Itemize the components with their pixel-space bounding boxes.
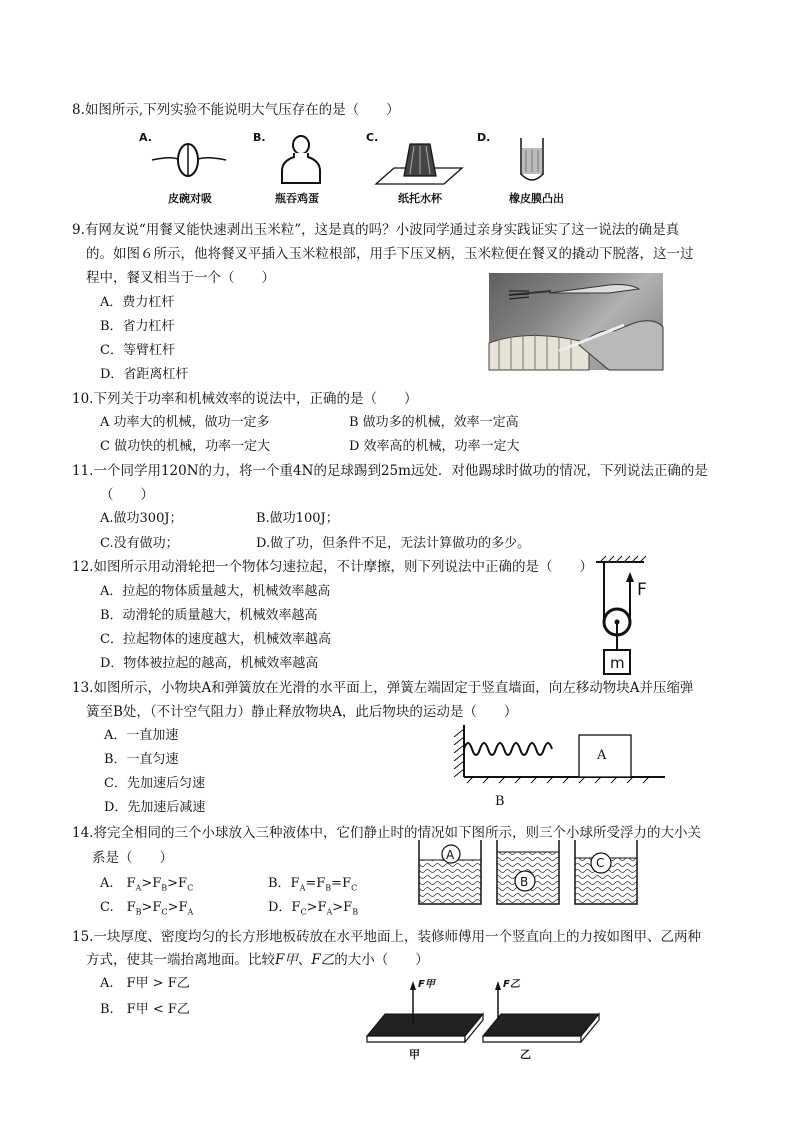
q8-fig-c-letter: C. xyxy=(366,131,379,144)
tile-yi-label: 乙 xyxy=(520,1048,531,1061)
ball-b-label: B xyxy=(520,875,529,889)
q14-option-a: A. $F_A>F_B>F_C$ xyxy=(100,876,194,893)
q11-option-c: C.没有做功； xyxy=(100,536,179,551)
q8-fig-b-caption: 瓶吞鸡蛋 xyxy=(275,192,319,205)
tile-yi-force-label: F乙 xyxy=(503,979,520,990)
q8-stem: 8.如图所示,下列实验不能说明大气压存在的是（ ） xyxy=(72,102,400,118)
q15-sep: 、 xyxy=(297,952,312,968)
q13-option-b: B．一直匀速 xyxy=(104,752,179,767)
q12-option-b: B．动滑轮的质量越大，机械效率越高 xyxy=(100,608,318,623)
q11-line2: （ ） xyxy=(100,487,154,503)
beaker-b xyxy=(497,840,559,904)
q14-option-d: D．$F_C>F_A>F_B$ xyxy=(268,900,359,917)
q8-fig-a-caption: 皮碗对吸 xyxy=(168,192,212,205)
q13-option-c: C．先加速后匀速 xyxy=(104,776,205,791)
ball-a-label: A xyxy=(446,848,455,862)
suction-cups-figure xyxy=(150,140,230,185)
q12-stem: 12.如图所示用动滑轮把一个物体匀速拉起，不计摩擦，则下列说法中正确的是（ ） xyxy=(72,559,593,575)
q9-line3: 程中，餐叉相当于一个（ ） xyxy=(86,270,275,286)
floor-tiles-figure xyxy=(365,978,605,1048)
q8-fig-c-caption: 纸托水杯 xyxy=(398,192,442,205)
q10-option-d: D 效率高的机械，功率一定大 xyxy=(349,439,520,454)
q8-fig-d-letter: D. xyxy=(477,131,491,144)
paper-cup-figure xyxy=(374,138,464,188)
tile-jia-label: 甲 xyxy=(409,1048,420,1061)
q13-option-a: A．一直加速 xyxy=(104,728,179,743)
tile-jia-force-label: F甲 xyxy=(418,979,435,990)
fork-corn-photo xyxy=(489,273,663,370)
q14-option-c: C. $F_B>F_C>F_A$ xyxy=(100,900,194,917)
q13-option-d: D．先加速后减速 xyxy=(104,800,206,815)
q11-option-a: A.做功300J； xyxy=(100,511,183,526)
rubber-membrane-figure xyxy=(517,136,547,188)
pulley-force-label: F xyxy=(637,580,647,600)
q15-line2-prefix: 方式，使其一端抬离地面。比较 xyxy=(86,952,275,968)
q13-line2: 簧至B处，（不计空气阻力）静止释放物块A，此后物块的运动是（ ） xyxy=(86,704,518,720)
q14-line2: 系是（ ） xyxy=(92,850,173,866)
q9-line2: 的。如图６所示，他将餐叉平插入玉米粒根部，用手下压叉柄，玉米粒便在餐叉的撬动下脱落，这一过 xyxy=(86,246,694,262)
q10-option-c: C 做功快的机械，功率一定大 xyxy=(100,439,271,454)
q15-line2-suffix: 的大小（ ） xyxy=(334,952,429,968)
q8-fig-b-letter: B. xyxy=(253,131,266,144)
q11-line1: 11.一个同学用120N的力，将一个重4N的足球踢到25m远处．对他踢球时做功的情况，下列说法正确的是 xyxy=(72,463,708,479)
q10-stem: 10.下列关于功率和机械效率的说法中，正确的是（ ） xyxy=(72,391,418,407)
tile-yi xyxy=(483,981,599,1042)
pulley-mass-label: m xyxy=(610,654,625,672)
f-yi-symbol: F乙 xyxy=(311,952,335,968)
q15-line2 xyxy=(86,951,429,969)
beaker-c xyxy=(575,840,637,904)
q12-option-c: C．拉起物体的速度越大，机械效率越高 xyxy=(100,632,331,647)
q9-option-b: B．省力杠杆 xyxy=(100,319,175,334)
q8-fig-a-letter: A. xyxy=(139,131,152,144)
q12-option-a: A．拉起的物体质量越大，机械效率越高 xyxy=(100,584,331,599)
q9-option-d: D．省距离杠杆 xyxy=(100,367,189,382)
q14-line1: 14.将完全相同的三个小球放入三种液体中，它们静止时的情况如下图所示，则三个小球所受浮力的大小关 xyxy=(72,825,701,841)
f-jia-symbol: F甲 xyxy=(275,952,298,968)
q13-line1: 13.如图所示，小物块A和弹簧放在光滑的水平面上，弹簧左端固定于竖直墙面，向左移动物块A并压缩弹 xyxy=(72,680,694,696)
q10-option-b: B 做功多的机械，效率一定高 xyxy=(349,415,519,430)
bottle-egg-figure xyxy=(276,135,326,187)
q8-fig-d-caption: 橡皮膜凸出 xyxy=(509,192,564,205)
q15-option-b: B. F甲 < F乙 xyxy=(100,1002,190,1017)
q14-option-b: B．$F_A=F_B=F_C$ xyxy=(268,876,358,893)
q11-option-d: D.做了功，但条件不足，无法计算做功的多少。 xyxy=(256,536,531,551)
q11-option-b: B.做功100J； xyxy=(256,511,339,526)
q9-option-c: C．等臂杠杆 xyxy=(100,343,175,358)
q10-option-a: A 功率大的机械，做功一定多 xyxy=(100,415,270,430)
q12-option-d: D．物体被拉起的越高，机械效率越高 xyxy=(100,656,319,671)
pulley-figure xyxy=(590,558,660,678)
q9-option-a: A．费力杠杆 xyxy=(100,295,175,310)
spring-block-figure xyxy=(449,725,669,785)
ball-c-label: C xyxy=(596,856,605,870)
q9-line1: 9.有网友说“用餐叉能快速剥出玉米粒”，这是真的吗？小波同学通过亲身实践证实了这一说法的确是真 xyxy=(72,222,680,238)
spring-block-label: A xyxy=(597,748,607,763)
spring-point-b-label: B xyxy=(495,794,505,809)
q15-option-a: A. F甲 > F乙 xyxy=(100,976,190,991)
q15-line1: 15.一块厚度、密度均匀的长方形地板砖放在水平地面上，装修师傅用一个竖直向上的力按如图甲、乙两种 xyxy=(72,929,701,945)
